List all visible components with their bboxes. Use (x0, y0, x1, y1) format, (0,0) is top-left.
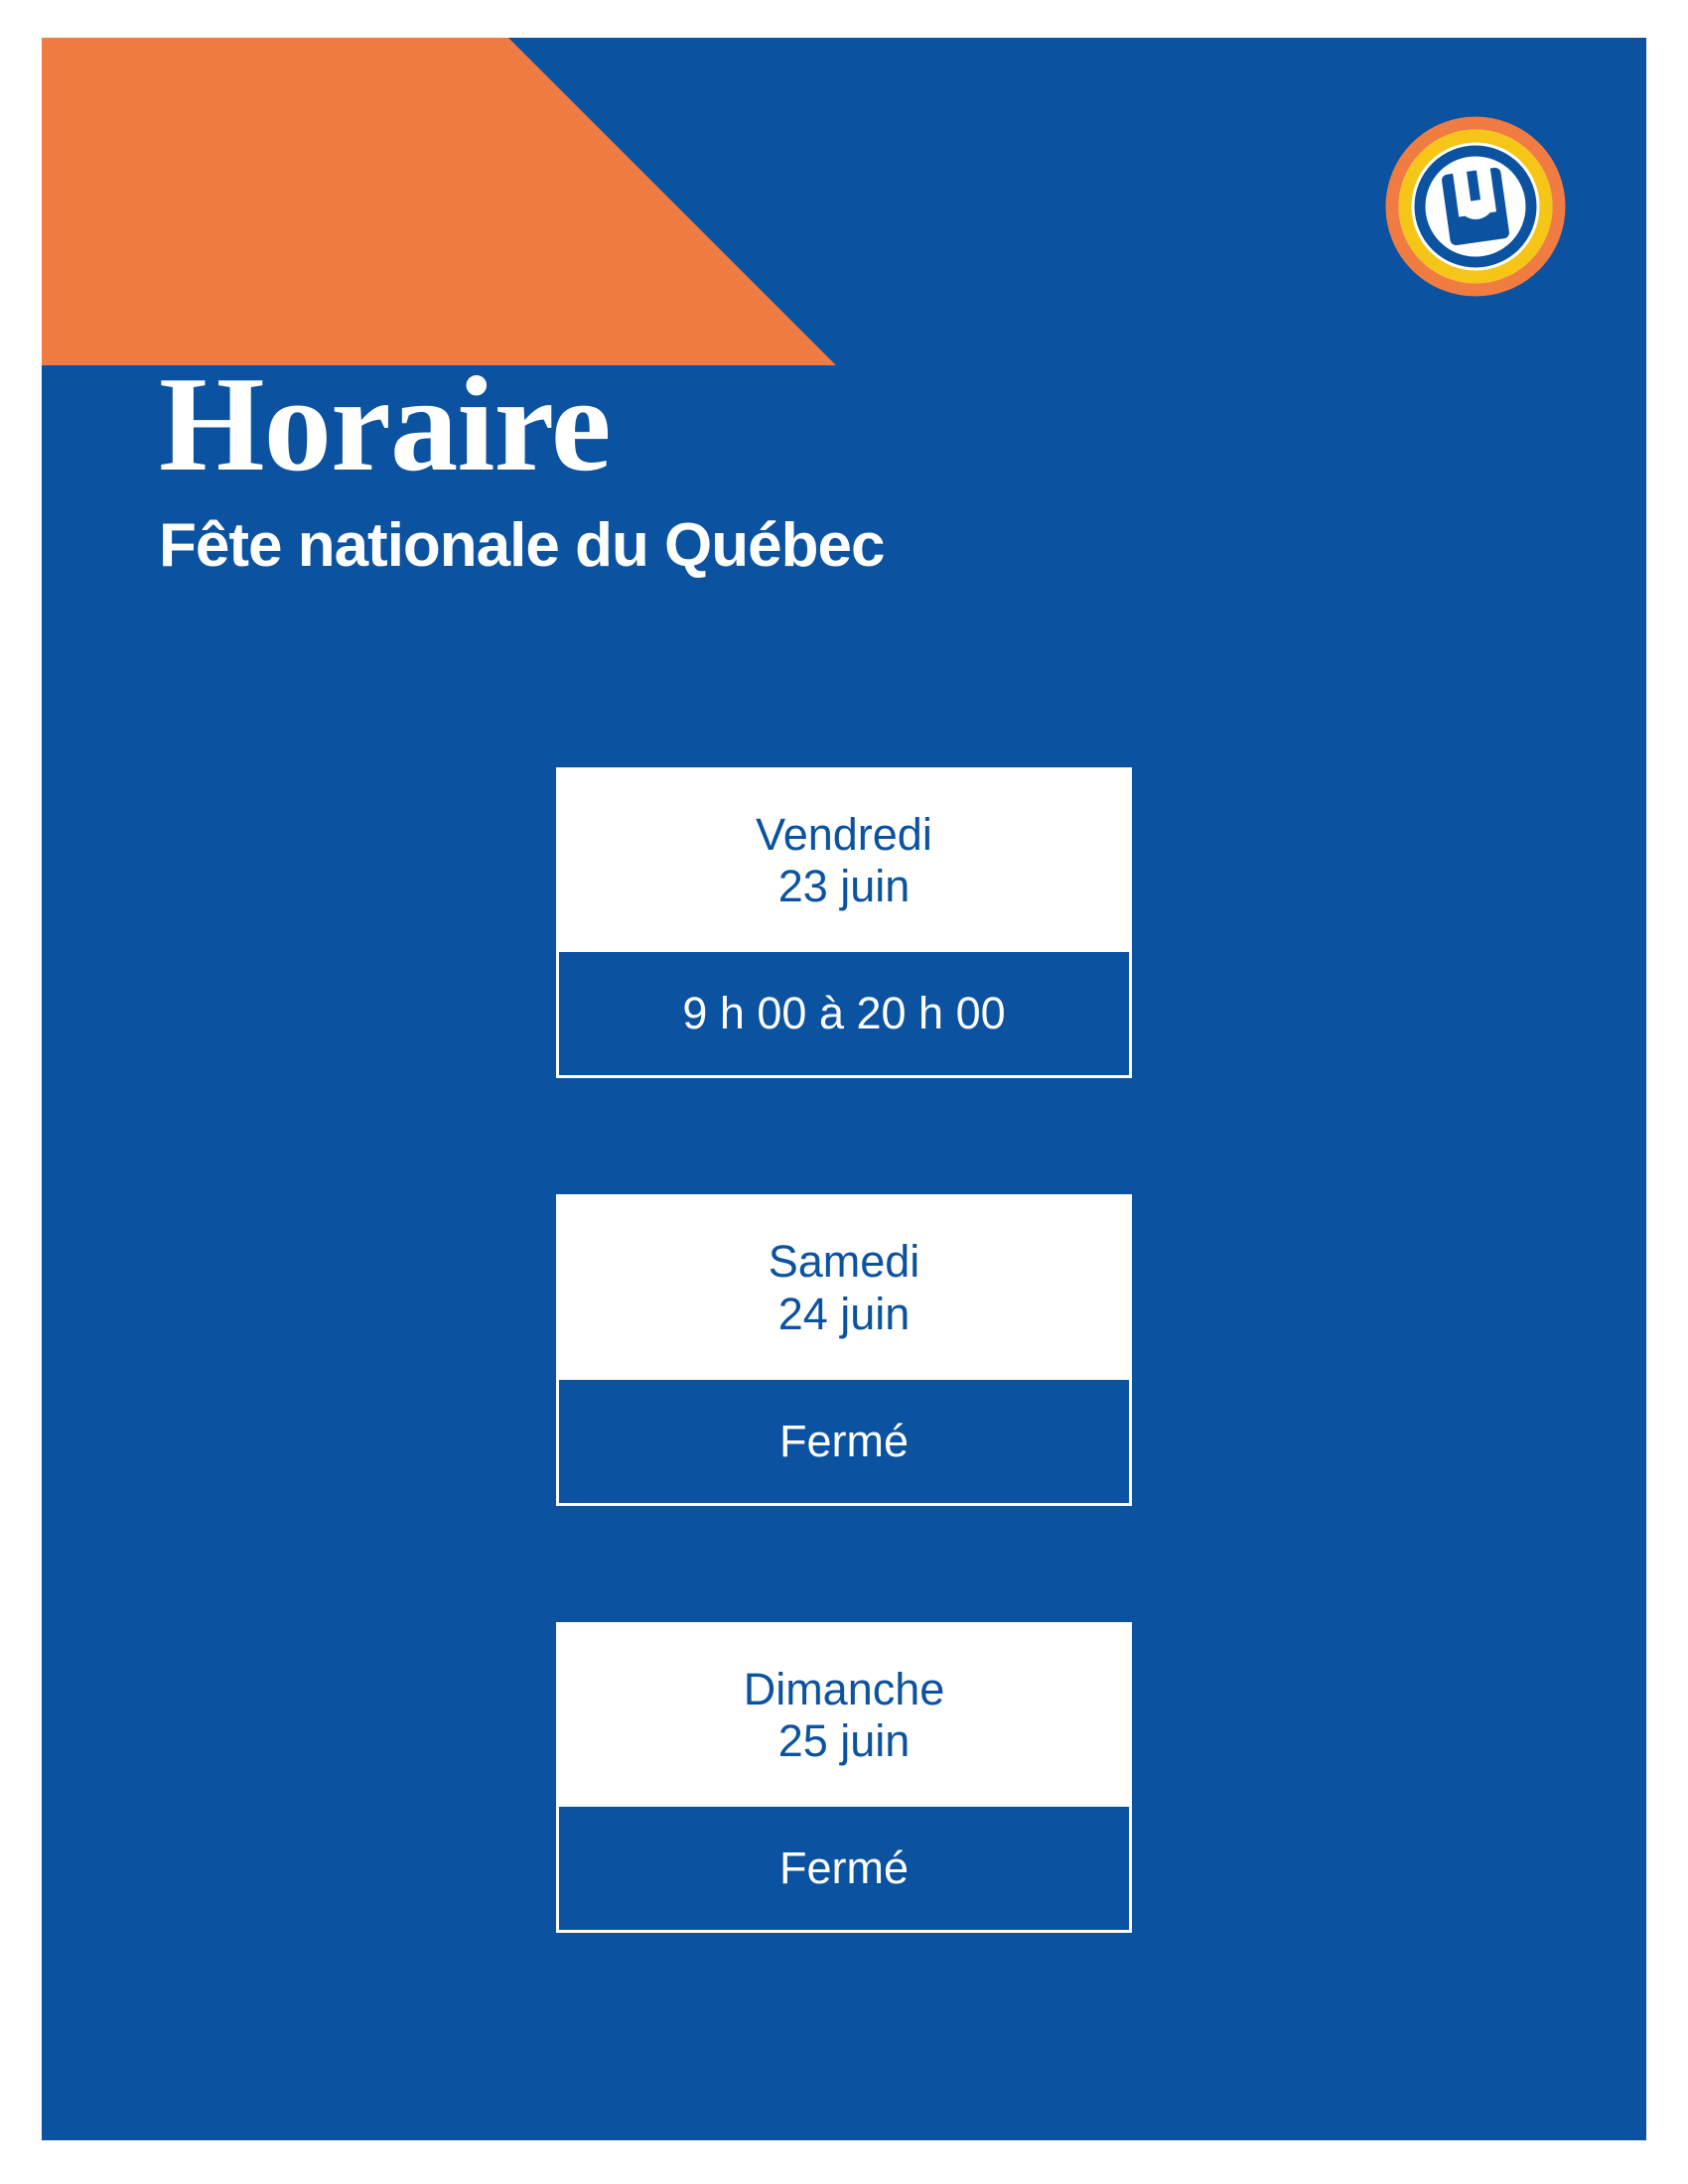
schedule-day: Dimanche (743, 1663, 945, 1714)
page-title: Horaire (159, 348, 611, 499)
schedule-hours: Fermé (556, 1380, 1132, 1506)
schedule-day: Samedi (768, 1236, 920, 1288)
schedule-date: 24 juin (777, 1288, 911, 1339)
schedule-day: Vendredi (756, 809, 932, 860)
schedule-date: 23 juin (777, 861, 911, 912)
schedule-card-header (556, 1622, 1132, 1807)
title-block (159, 348, 1350, 580)
schedule-hours: Fermé (556, 1807, 1132, 1933)
schedule-card (556, 1622, 1132, 1933)
schedule-card-header (556, 1194, 1132, 1379)
schedule-card (556, 767, 1132, 1078)
schedule-card-header (556, 767, 1132, 952)
corner-accent-shape (42, 38, 836, 365)
poster-canvas (42, 38, 1646, 2140)
universite-laval-u-logo (1384, 115, 1567, 298)
schedule-date: 25 juin (777, 1714, 911, 1766)
schedule-card (556, 1194, 1132, 1505)
page-subtitle: Fête nationale du Québec (159, 510, 885, 580)
schedule-hours: 9 h 00 à 20 h 00 (556, 952, 1132, 1078)
schedule-list (42, 767, 1646, 1933)
